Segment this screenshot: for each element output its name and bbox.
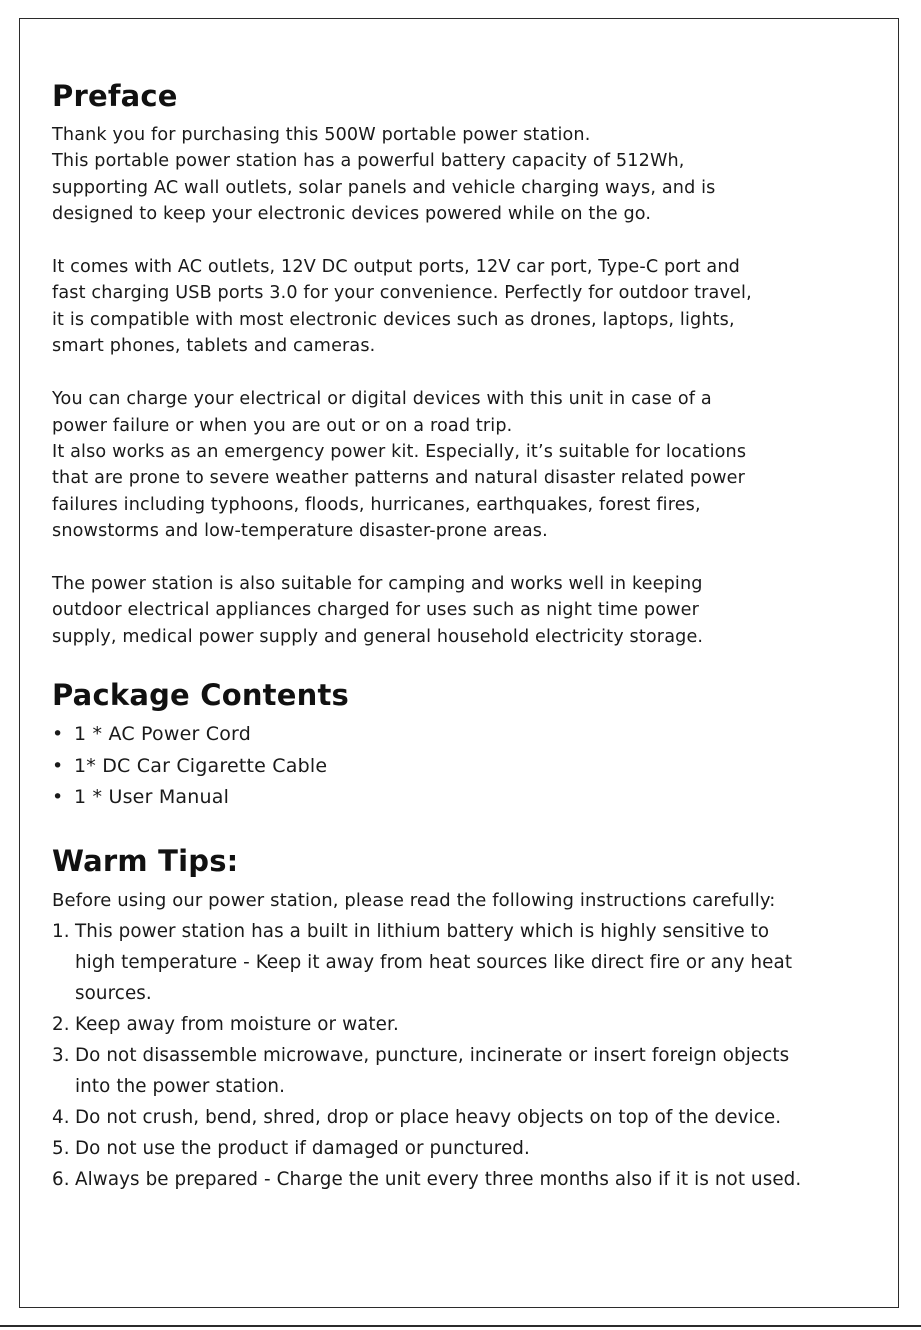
- text-line: sources.: [75, 982, 152, 1004]
- list-item: [52, 751, 882, 783]
- tip-item: [52, 1164, 882, 1195]
- bottom-divider: [0, 1325, 921, 1327]
- list-item: [52, 719, 882, 751]
- text-line: Keep away from moisture or water.: [75, 1013, 399, 1035]
- tip-text: [75, 916, 882, 1009]
- text-line: high temperature - Keep it away from heat sources like direct fire or any heat: [75, 951, 793, 973]
- tip-item: [52, 916, 882, 1009]
- tip-text: [75, 1040, 882, 1102]
- text-line: Thank you for purchasing this 500W portable power station.: [52, 125, 591, 145]
- tip-item: [52, 1009, 882, 1040]
- bullet-icon: •: [52, 723, 64, 746]
- text-line: outdoor electrical appliances charged for uses such as night time power: [52, 600, 700, 621]
- bullet-icon: •: [52, 786, 64, 809]
- package-contents-list: [52, 719, 882, 814]
- text-line: It comes with AC outlets, 12V DC output ports, 12V car port, Type-C port and: [52, 257, 740, 278]
- package-contents-heading: Package Contents: [52, 678, 349, 713]
- tip-number: 4.: [52, 1106, 70, 1128]
- text-line: designed to keep your electronic devices powered while on the go.: [52, 203, 652, 224]
- text-line: It also works as an emergency power kit. Especially, it’s suitable for locations: [52, 441, 747, 462]
- tip-text: [75, 1009, 882, 1040]
- text-line: Do not disassemble microwave, puncture, incinerate or insert foreign objects: [75, 1044, 790, 1066]
- tip-item: [52, 1102, 882, 1133]
- tip-number: 5.: [52, 1137, 70, 1159]
- tip-number: 2.: [52, 1013, 70, 1035]
- preface-paragraph-3: [52, 386, 882, 544]
- list-item-text: 1* DC Car Cigarette Cable: [74, 754, 328, 777]
- text-line: that are prone to severe weather patterns and natural disaster related power: [52, 468, 746, 489]
- text-line: Do not crush, bend, shred, drop or place heavy objects on top of the device.: [75, 1106, 782, 1128]
- tip-text: [75, 1164, 882, 1195]
- warm-tips-intro: Before using our power station, please read the following instructions carefully:: [52, 889, 776, 911]
- preface-paragraph-1: [52, 122, 882, 227]
- manual-content: [52, 76, 882, 1195]
- warm-tips-list: [52, 916, 882, 1195]
- text-line: You can charge your electrical or digital devices with this unit in case of a: [52, 389, 712, 410]
- text-line: it is compatible with most electronic devices such as drones, laptops, lights,: [52, 309, 735, 330]
- text-line: The power station is also suitable for camping and works well in keeping: [52, 574, 703, 595]
- bullet-icon: •: [52, 754, 64, 777]
- list-item: [52, 782, 882, 814]
- tip-number: 3.: [52, 1044, 70, 1066]
- text-line: supporting AC wall outlets, solar panels and vehicle charging ways, and is: [52, 177, 716, 198]
- warm-tips-heading: Warm Tips:: [52, 843, 239, 878]
- text-line: Always be prepared - Charge the unit every three months also if it is not used.: [75, 1168, 802, 1190]
- preface-heading: Preface: [52, 79, 178, 113]
- text-line: This portable power station has a powerful battery capacity of 512Wh,: [52, 151, 685, 172]
- text-line: into the power station.: [75, 1075, 285, 1097]
- text-line: This power station has a built in lithium battery which is highly sensitive to: [75, 920, 770, 942]
- text-line: supply, medical power supply and general household electricity storage.: [52, 626, 704, 647]
- list-item-text: 1 * User Manual: [74, 786, 230, 809]
- tip-number: 6.: [52, 1168, 70, 1190]
- tip-number: 1.: [52, 920, 70, 942]
- text-line: snowstorms and low-temperature disaster-prone areas.: [52, 520, 548, 541]
- text-line: failures including typhoons, floods, hurricanes, earthquakes, forest fires,: [52, 494, 701, 515]
- preface-paragraph-4: [52, 571, 882, 650]
- tip-item: [52, 1040, 882, 1102]
- tip-text: [75, 1133, 882, 1164]
- text-line: smart phones, tablets and cameras.: [52, 336, 376, 357]
- list-item-text: 1 * AC Power Cord: [74, 723, 251, 746]
- text-line: Do not use the product if damaged or punctured.: [75, 1137, 530, 1159]
- preface-paragraph-2: [52, 254, 882, 359]
- tip-item: [52, 1133, 882, 1164]
- text-line: power failure or when you are out or on a road trip.: [52, 415, 513, 436]
- text-line: fast charging USB ports 3.0 for your convenience. Perfectly for outdoor travel,: [52, 283, 752, 304]
- tip-text: [75, 1102, 882, 1133]
